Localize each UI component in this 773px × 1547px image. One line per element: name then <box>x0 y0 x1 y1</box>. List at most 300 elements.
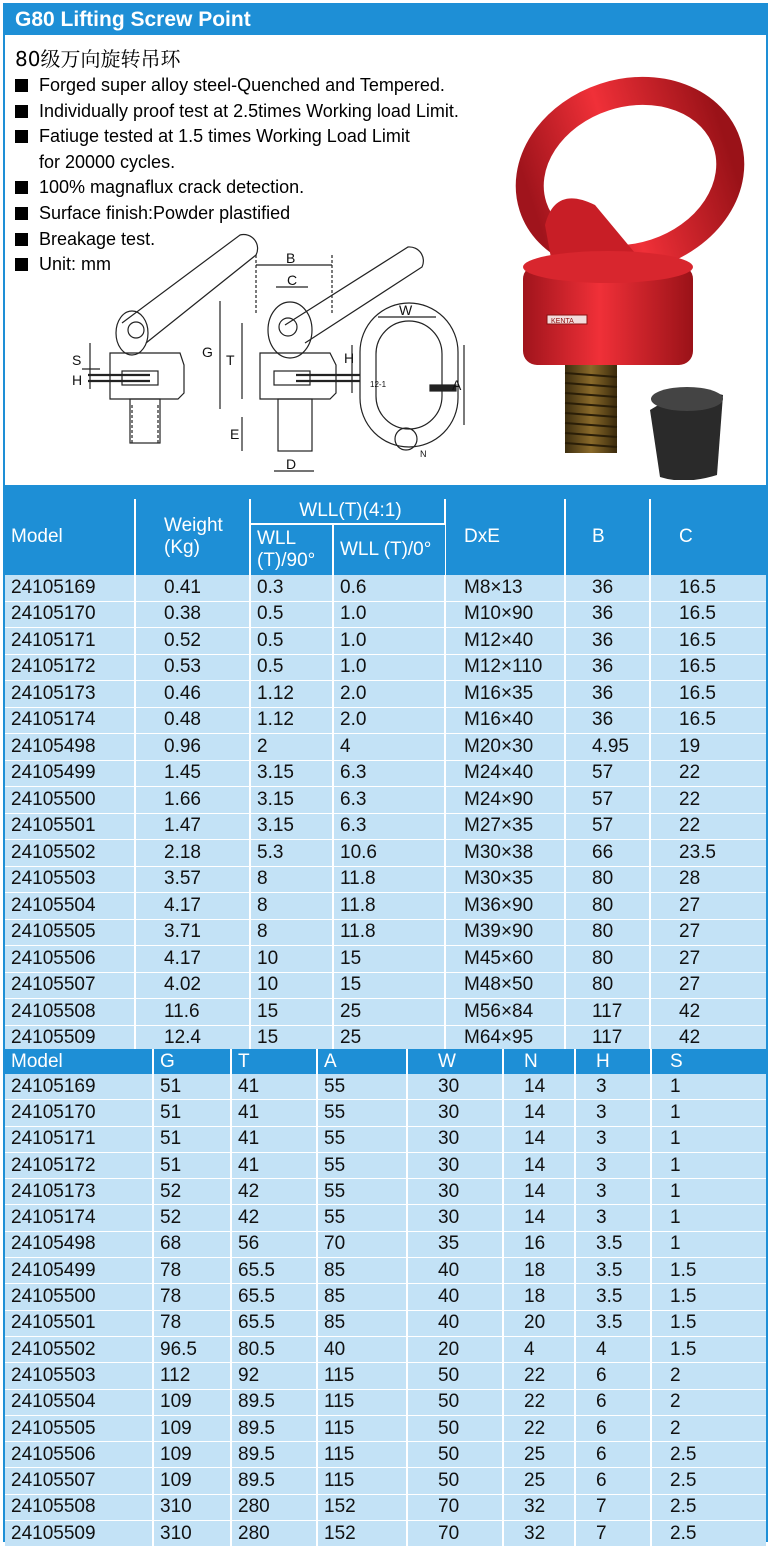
table-cell-s: 2.5 <box>651 1442 766 1468</box>
col-header-dxe: DxE <box>445 499 565 575</box>
table-cell-model: 24105503 <box>5 866 135 893</box>
table-cell-t: 280 <box>231 1521 317 1547</box>
threaded-bolt <box>565 365 617 453</box>
table-cell-wll-0: 15 <box>333 946 445 973</box>
table-cell-wll-90: 0.5 <box>250 628 333 655</box>
table-cell-s: 2 <box>651 1389 766 1415</box>
table-cell-g: 109 <box>153 1389 231 1415</box>
protective-cap <box>650 387 723 480</box>
technical-drawing <box>60 225 480 480</box>
table-cell-h: 6 <box>575 1389 651 1415</box>
side-view-middle <box>220 247 423 471</box>
table-cell-n: 18 <box>503 1284 575 1310</box>
table-cell-a: 115 <box>317 1389 407 1415</box>
table-cell-t: 65.5 <box>231 1310 317 1336</box>
table-cell-model: 24105502 <box>5 840 135 867</box>
table-cell-w: 30 <box>407 1126 503 1152</box>
dim-label-n: N <box>420 449 427 459</box>
table-cell-g: 109 <box>153 1468 231 1494</box>
col-header-model: Model <box>5 1049 153 1074</box>
table-cell-model: 24105500 <box>5 787 135 814</box>
table-cell-t: 56 <box>231 1231 317 1257</box>
table-cell-s: 1.5 <box>651 1284 766 1310</box>
bullet-square-icon <box>15 258 28 271</box>
table-cell-wll-0: 6.3 <box>333 760 445 787</box>
table-cell-weight: 2.18 <box>135 840 250 867</box>
table-cell-c: 16.5 <box>650 601 766 628</box>
table-row <box>5 1442 766 1468</box>
table-cell-w: 50 <box>407 1415 503 1441</box>
table-cell-wll-90: 15 <box>250 1025 333 1052</box>
table-cell-t: 42 <box>231 1205 317 1231</box>
table-cell-n: 4 <box>503 1336 575 1362</box>
table-cell-h: 6 <box>575 1363 651 1389</box>
table-cell-model: 24105498 <box>5 734 135 761</box>
table-cell-weight: 0.53 <box>135 654 250 681</box>
table-cell-model: 24105499 <box>5 760 135 787</box>
table-cell-a: 55 <box>317 1179 407 1205</box>
table-cell-weight: 4.02 <box>135 972 250 999</box>
table-cell-w: 35 <box>407 1231 503 1257</box>
product-photo <box>495 65 755 480</box>
table-cell-b: 117 <box>565 1025 650 1052</box>
table-cell-a: 85 <box>317 1284 407 1310</box>
col-header-s: S <box>651 1049 766 1074</box>
table-cell-model: 24105169 <box>5 575 135 601</box>
dim-label-a: A <box>452 377 462 393</box>
table-cell-wll-0: 0.6 <box>333 575 445 601</box>
col-header-n: N <box>503 1049 575 1074</box>
table-cell-b: 80 <box>565 893 650 920</box>
table-cell-c: 16.5 <box>650 681 766 708</box>
bullet-square-icon <box>15 181 28 194</box>
table-cell-n: 22 <box>503 1415 575 1441</box>
table-row <box>5 840 766 867</box>
table-cell-b: 36 <box>565 707 650 734</box>
table-cell-g: 52 <box>153 1205 231 1231</box>
table-cell-h: 3.5 <box>575 1310 651 1336</box>
table-row <box>5 1389 766 1415</box>
table-cell-n: 14 <box>503 1205 575 1231</box>
table-cell-model: 24105173 <box>5 681 135 708</box>
col-header-c: C <box>650 499 766 575</box>
table-cell-g: 109 <box>153 1415 231 1441</box>
table-cell-wll-90: 3.15 <box>250 787 333 814</box>
table-row <box>5 1100 766 1126</box>
table-cell-n: 14 <box>503 1100 575 1126</box>
table-cell-a: 55 <box>317 1100 407 1126</box>
table-cell-model: 24105171 <box>5 628 135 655</box>
table-cell-t: 41 <box>231 1074 317 1100</box>
stamp-label: KENTA <box>551 318 574 325</box>
table-cell-n: 14 <box>503 1179 575 1205</box>
table-cell-t: 89.5 <box>231 1468 317 1494</box>
table-cell-g: 310 <box>153 1494 231 1520</box>
table-cell-n: 32 <box>503 1494 575 1520</box>
table-cell-h: 3 <box>575 1179 651 1205</box>
table-cell-weight: 0.38 <box>135 601 250 628</box>
table-cell-dxe: M64×95 <box>445 1025 565 1052</box>
col-header-weight: Weight (Kg) <box>135 499 250 575</box>
table-cell-wll-90: 8 <box>250 893 333 920</box>
table-cell-s: 1.5 <box>651 1258 766 1284</box>
table-cell-c: 22 <box>650 813 766 840</box>
table-cell-model: 24105500 <box>5 1284 153 1310</box>
bullet-square-icon <box>15 207 28 220</box>
table-row <box>5 1494 766 1520</box>
table-cell-model: 24105170 <box>5 601 135 628</box>
table-row <box>5 760 766 787</box>
table-cell-wll-0: 6.3 <box>333 813 445 840</box>
table-cell-n: 14 <box>503 1152 575 1178</box>
table-cell-n: 22 <box>503 1363 575 1389</box>
dim-label-g: G <box>202 344 213 360</box>
swivel-body <box>523 251 693 365</box>
table-cell-model: 24105508 <box>5 1494 153 1520</box>
table-cell-g: 78 <box>153 1284 231 1310</box>
table-cell-model: 24105506 <box>5 1442 153 1468</box>
table-cell-w: 40 <box>407 1310 503 1336</box>
table-cell-model: 24105509 <box>5 1521 153 1547</box>
table-cell-w: 70 <box>407 1521 503 1547</box>
table-cell-b: 36 <box>565 654 650 681</box>
table-cell-a: 115 <box>317 1363 407 1389</box>
table-row <box>5 1231 766 1257</box>
table-cell-b: 57 <box>565 787 650 814</box>
table-cell-w: 20 <box>407 1336 503 1362</box>
table-cell-wll-90: 1.12 <box>250 707 333 734</box>
table-cell-a: 85 <box>317 1310 407 1336</box>
table-cell-s: 2.5 <box>651 1521 766 1547</box>
dim-label-h: H <box>72 372 83 388</box>
table-cell-t: 41 <box>231 1126 317 1152</box>
table-cell-dxe: M36×90 <box>445 893 565 920</box>
table-cell-wll-0: 10.6 <box>333 840 445 867</box>
gauge-label: 12-1 <box>370 380 387 389</box>
table-cell-g: 51 <box>153 1126 231 1152</box>
table-cell-weight: 4.17 <box>135 893 250 920</box>
table-row <box>5 601 766 628</box>
table-cell-wll-0: 11.8 <box>333 866 445 893</box>
table-cell-dxe: M12×110 <box>445 654 565 681</box>
table-cell-c: 42 <box>650 1025 766 1052</box>
table-cell-dxe: M30×38 <box>445 840 565 867</box>
table-cell-s: 1 <box>651 1074 766 1100</box>
table-cell-c: 22 <box>650 760 766 787</box>
table-cell-wll-90: 0.5 <box>250 601 333 628</box>
table-cell-dxe: M27×35 <box>445 813 565 840</box>
table-cell-wll-90: 15 <box>250 999 333 1026</box>
table-row <box>5 1310 766 1336</box>
table-cell-weight: 0.48 <box>135 707 250 734</box>
table-cell-c: 22 <box>650 787 766 814</box>
table-cell-dxe: M48×50 <box>445 972 565 999</box>
table-cell-g: 310 <box>153 1521 231 1547</box>
table-cell-wll-90: 10 <box>250 946 333 973</box>
table-cell-model: 24105172 <box>5 1152 153 1178</box>
table-cell-wll-90: 5.3 <box>250 840 333 867</box>
table-cell-b: 57 <box>565 813 650 840</box>
table-cell-b: 66 <box>565 840 650 867</box>
bullet-square-icon <box>15 233 28 246</box>
table-cell-w: 30 <box>407 1205 503 1231</box>
table-cell-model: 24105502 <box>5 1336 153 1362</box>
table-cell-weight: 3.71 <box>135 919 250 946</box>
table-row <box>5 866 766 893</box>
table-cell-weight: 1.66 <box>135 787 250 814</box>
side-view-left <box>82 235 258 443</box>
table-cell-t: 65.5 <box>231 1258 317 1284</box>
dim-label-e: E <box>230 426 240 442</box>
table-cell-wll-90: 3.15 <box>250 813 333 840</box>
table-cell-h: 3.5 <box>575 1258 651 1284</box>
table-cell-weight: 0.46 <box>135 681 250 708</box>
table-cell-model: 24105501 <box>5 813 135 840</box>
table-cell-c: 16.5 <box>650 575 766 601</box>
table-cell-t: 280 <box>231 1494 317 1520</box>
table-cell-model: 24105501 <box>5 1310 153 1336</box>
table-cell-s: 1.5 <box>651 1336 766 1362</box>
table-cell-s: 1 <box>651 1179 766 1205</box>
table-cell-t: 89.5 <box>231 1442 317 1468</box>
table-cell-h: 6 <box>575 1442 651 1468</box>
table-cell-wll-0: 15 <box>333 972 445 999</box>
table-cell-dxe: M16×40 <box>445 707 565 734</box>
table-row <box>5 707 766 734</box>
table-cell-s: 2 <box>651 1415 766 1441</box>
feature-item: Surface finish:Powder plastified <box>15 201 459 227</box>
table-cell-n: 14 <box>503 1126 575 1152</box>
table-cell-dxe: M16×35 <box>445 681 565 708</box>
table-row <box>5 575 766 601</box>
table-cell-dxe: M20×30 <box>445 734 565 761</box>
table-cell-c: 19 <box>650 734 766 761</box>
table-cell-n: 25 <box>503 1468 575 1494</box>
table-cell-t: 80.5 <box>231 1336 317 1362</box>
table-cell-h: 4 <box>575 1336 651 1362</box>
table-cell-dxe: M12×40 <box>445 628 565 655</box>
table-cell-g: 52 <box>153 1179 231 1205</box>
table-cell-h: 7 <box>575 1494 651 1520</box>
table-cell-w: 50 <box>407 1363 503 1389</box>
table-row <box>5 946 766 973</box>
table-cell-t: 65.5 <box>231 1284 317 1310</box>
table-cell-g: 51 <box>153 1074 231 1100</box>
product-sheet <box>3 3 768 1542</box>
table-cell-a: 55 <box>317 1152 407 1178</box>
table-cell-t: 92 <box>231 1363 317 1389</box>
table-row <box>5 1415 766 1441</box>
table-cell-model: 24105171 <box>5 1126 153 1152</box>
table-cell-c: 27 <box>650 946 766 973</box>
table-cell-wll-90: 2 <box>250 734 333 761</box>
table-cell-w: 50 <box>407 1468 503 1494</box>
ring-front-view <box>360 303 464 450</box>
feature-item: 100% magnaflux crack detection. <box>15 175 459 201</box>
table-cell-a: 115 <box>317 1442 407 1468</box>
table-cell-weight: 12.4 <box>135 1025 250 1052</box>
table-cell-h: 6 <box>575 1468 651 1494</box>
dim-label-w: W <box>399 302 413 318</box>
col-header-wll-90: WLL (T)/90° <box>250 524 333 575</box>
table-row <box>5 813 766 840</box>
table-cell-model: 24105504 <box>5 893 135 920</box>
table-row <box>5 1126 766 1152</box>
table-cell-dxe: M39×90 <box>445 919 565 946</box>
dim-label-b: B <box>286 250 296 266</box>
table-cell-wll-0: 2.0 <box>333 681 445 708</box>
table-cell-wll-90: 8 <box>250 866 333 893</box>
section-divider <box>5 485 766 499</box>
table-cell-wll-90: 3.15 <box>250 760 333 787</box>
table-cell-model: 24105506 <box>5 946 135 973</box>
table-cell-h: 3 <box>575 1205 651 1231</box>
feature-item: Unit: mm <box>15 252 459 278</box>
table-cell-dxe: M24×90 <box>445 787 565 814</box>
table-cell-dxe: M8×13 <box>445 575 565 601</box>
table-cell-s: 2.5 <box>651 1468 766 1494</box>
table-cell-model: 24105508 <box>5 999 135 1026</box>
table-cell-b: 36 <box>565 681 650 708</box>
table-cell-model: 24105172 <box>5 654 135 681</box>
dim-label-c: C <box>287 272 298 288</box>
table-cell-g: 51 <box>153 1152 231 1178</box>
col-header-b: B <box>565 499 650 575</box>
table-cell-w: 70 <box>407 1494 503 1520</box>
table-cell-wll-0: 6.3 <box>333 787 445 814</box>
table-cell-dxe: M24×40 <box>445 760 565 787</box>
col-header-a: A <box>317 1049 407 1074</box>
table-cell-c: 27 <box>650 972 766 999</box>
table-cell-a: 115 <box>317 1468 407 1494</box>
dim-label-t: T <box>226 352 235 368</box>
table-row <box>5 787 766 814</box>
table-row <box>5 972 766 999</box>
table-cell-g: 68 <box>153 1231 231 1257</box>
table-row <box>5 1025 766 1052</box>
table-cell-g: 51 <box>153 1100 231 1126</box>
table-cell-model: 24105173 <box>5 1179 153 1205</box>
table-cell-s: 2.5 <box>651 1494 766 1520</box>
table-cell-h: 3 <box>575 1126 651 1152</box>
col-header-wll-0: WLL (T)/0° <box>333 524 445 575</box>
table-cell-t: 42 <box>231 1179 317 1205</box>
table-cell-dxe: M10×90 <box>445 601 565 628</box>
table-row <box>5 1521 766 1547</box>
col-header-wll-group: WLL(T)(4:1) <box>250 499 445 524</box>
dim-label-s: S <box>72 352 82 368</box>
table-cell-w: 30 <box>407 1152 503 1178</box>
table-cell-model: 24105509 <box>5 1025 135 1052</box>
table-cell-wll-0: 4 <box>333 734 445 761</box>
table-cell-a: 115 <box>317 1415 407 1441</box>
table-cell-model: 24105507 <box>5 972 135 999</box>
table-cell-model: 24105174 <box>5 707 135 734</box>
table-cell-g: 96.5 <box>153 1336 231 1362</box>
col-header-h: H <box>575 1049 651 1074</box>
table-cell-wll-0: 1.0 <box>333 654 445 681</box>
table-row <box>5 999 766 1026</box>
table-cell-model: 24105498 <box>5 1231 153 1257</box>
table-cell-b: 36 <box>565 601 650 628</box>
table-cell-b: 80 <box>565 866 650 893</box>
table-cell-a: 70 <box>317 1231 407 1257</box>
table-cell-c: 16.5 <box>650 628 766 655</box>
table-cell-model: 24105170 <box>5 1100 153 1126</box>
table-cell-h: 6 <box>575 1415 651 1441</box>
dim-label-d: D <box>286 456 297 472</box>
table-cell-weight: 0.52 <box>135 628 250 655</box>
table-cell-wll-90: 8 <box>250 919 333 946</box>
table-row <box>5 1205 766 1231</box>
table-cell-model: 24105499 <box>5 1258 153 1284</box>
table-cell-c: 28 <box>650 866 766 893</box>
table-cell-c: 27 <box>650 893 766 920</box>
table-cell-weight: 1.45 <box>135 760 250 787</box>
table-cell-c: 27 <box>650 919 766 946</box>
table-row <box>5 1074 766 1100</box>
table-cell-w: 30 <box>407 1100 503 1126</box>
table-cell-t: 41 <box>231 1100 317 1126</box>
table-cell-a: 85 <box>317 1258 407 1284</box>
table-cell-t: 89.5 <box>231 1415 317 1441</box>
table-cell-t: 89.5 <box>231 1389 317 1415</box>
table-cell-h: 3.5 <box>575 1284 651 1310</box>
table-cell-b: 80 <box>565 946 650 973</box>
spec-table-2 <box>5 1049 766 1547</box>
table-cell-wll-0: 25 <box>333 1025 445 1052</box>
table-cell-b: 57 <box>565 760 650 787</box>
page-title: G80 Lifting Screw Point <box>5 5 766 35</box>
feature-item: Breakage test. <box>15 227 459 253</box>
table-cell-dxe: M45×60 <box>445 946 565 973</box>
table-cell-t: 41 <box>231 1152 317 1178</box>
table-row <box>5 1152 766 1178</box>
table-cell-a: 55 <box>317 1074 407 1100</box>
table-cell-weight: 3.57 <box>135 866 250 893</box>
table-cell-a: 152 <box>317 1494 407 1520</box>
table-cell-g: 78 <box>153 1258 231 1284</box>
table-row <box>5 1336 766 1362</box>
col-header-t: T <box>231 1049 317 1074</box>
table-cell-b: 36 <box>565 628 650 655</box>
table-row <box>5 1258 766 1284</box>
table-cell-model: 24105174 <box>5 1205 153 1231</box>
table-cell-n: 18 <box>503 1258 575 1284</box>
spec-table-2-body <box>5 1074 766 1547</box>
table-cell-model: 24105503 <box>5 1363 153 1389</box>
table-cell-h: 7 <box>575 1521 651 1547</box>
table-cell-s: 1 <box>651 1231 766 1257</box>
table-cell-w: 30 <box>407 1179 503 1205</box>
table-cell-b: 80 <box>565 919 650 946</box>
table-cell-b: 4.95 <box>565 734 650 761</box>
table-cell-a: 55 <box>317 1126 407 1152</box>
table-cell-wll-0: 1.0 <box>333 601 445 628</box>
feature-item-continuation: for 20000 cycles. <box>39 151 176 172</box>
table-cell-w: 50 <box>407 1389 503 1415</box>
table-cell-weight: 1.47 <box>135 813 250 840</box>
table-cell-wll-90: 0.5 <box>250 654 333 681</box>
table-cell-c: 23.5 <box>650 840 766 867</box>
bullet-square-icon <box>15 130 28 143</box>
table-cell-n: 14 <box>503 1074 575 1100</box>
dim-label-h-middle: H <box>344 350 355 366</box>
table-cell-weight: 0.41 <box>135 575 250 601</box>
table-cell-b: 117 <box>565 999 650 1026</box>
table-cell-wll-0: 11.8 <box>333 893 445 920</box>
table-cell-n: 16 <box>503 1231 575 1257</box>
